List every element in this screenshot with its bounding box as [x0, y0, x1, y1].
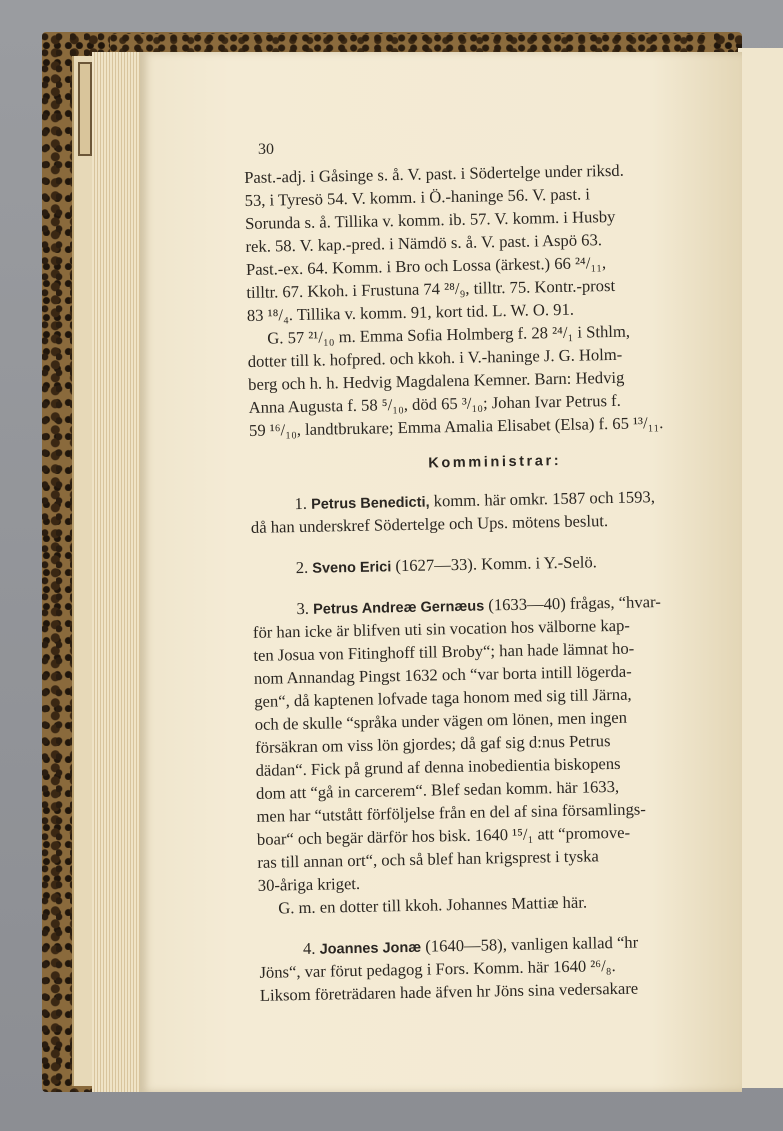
text-line: 59 ¹⁶/₁₀, landtbrukare; Emma Amalia Elisabet (Elsa) f. 65 ¹³/₁₁. — [248, 412, 664, 440]
text-line: dom att “gå in carcerem“. Blef sedan komm. här 1633, — [255, 776, 620, 803]
text-line: och de skulle “språka under vägen om lönen, men ingen — [254, 707, 628, 734]
text-line: ten Josua von Fitinghoff till Broby“; han hade lämnat ho- — [253, 638, 635, 665]
text-line: dotter till k. hofpred. och kkoh. i V.-haninge J. G. Holm- — [247, 344, 623, 371]
text-line: för han icke är blifven uti sin vocation hos välborne kap- — [252, 615, 631, 642]
entry-text: (1627—33). Komm. i Y.-Selö. — [391, 552, 598, 576]
entry-text: komm. här omkr. 1587 och 1593, — [429, 487, 656, 511]
text-line: Anna Augusta f. 58 ⁵/₁₀, död 65 ³/₁₀; Johan Ivar Petrus f. — [248, 390, 621, 417]
entry-name: Sveno Erici — [312, 559, 392, 577]
page-text — [244, 157, 750, 1007]
entry-text: (1633—40) frågas, “hvar- — [483, 592, 661, 615]
text-line: försäkran om viss lön gjordes; då gaf sig d:nus Petrus — [254, 731, 611, 757]
text-line: berg och h. h. Hedvig Magdalena Kemner. Barn: Hedvig — [248, 367, 625, 394]
section-heading: Komministrar: — [428, 452, 562, 472]
text-line: Past.-adj. i Gåsinge s. å. V. past. i Södertelge under riksd. — [244, 160, 624, 187]
entry-note: G. m. en dotter till kkoh. Johannes Mattiæ här. — [278, 892, 588, 918]
marbled-cover-top-edge — [110, 34, 710, 54]
spine-label — [78, 62, 92, 156]
entry-number: 1. — [294, 493, 308, 514]
text-line: 30-åriga kriget. — [257, 873, 361, 895]
family-paragraph — [247, 318, 739, 442]
text-line: 83 ¹⁸/₄. Tillika v. komm. 91, kort tid. L. W. O. 91. — [246, 299, 575, 325]
text-line: dädan“. Fick på grund af denna inobedientia biskopens — [255, 753, 621, 780]
text-line: G. 57 ²¹/₁₀ m. Emma Sofia Holmberg f. 28 ²⁴/₁ i Sthlm, — [267, 321, 631, 348]
text-line: tilltr. 67. Kkoh. i Frustuna 74 ²⁸/₉, tilltr. 75. Kontr.-prost — [246, 275, 616, 302]
text-line: Liksom företrädaren hade äfven hr Jöns sina vedersakare — [259, 978, 639, 1005]
text-line: boar“ och begär därför hos bisk. 1640 ¹⁵/₁ att “promove- — [256, 822, 631, 849]
intro-paragraph — [244, 157, 737, 327]
entry-name: Petrus Andreæ Gernæus — [312, 598, 485, 618]
text-line: Past.-ex. 64. Komm. i Bro och Lossa (ärkest.) 66 ²⁴/₁₁, — [245, 253, 607, 279]
text-line: nom Annandag Pingst 1632 och “var borta intill lögerda- — [253, 661, 632, 688]
text-line: ras till annan ort“, och så blef han krigsprest i tyska — [257, 846, 599, 872]
text-line: då han underskref Södertelge och Ups. mötens beslut. — [250, 511, 609, 537]
text-line: 53, i Tyresö 54. V. komm. i Ö.-haninge 56. V. past. i — [244, 184, 591, 210]
entry-name: Petrus Benedicti, — [310, 494, 430, 513]
text-line: gen“, då kaptenen lofvade taga honom med sig till Järna, — [254, 684, 632, 711]
entry-number: 2. — [295, 557, 309, 578]
text-line: men har “utstått förföljelse från en del af sina församlings- — [256, 799, 646, 826]
entry-4 — [259, 928, 750, 1006]
text-line: rek. 58. V. kap.-pred. i Nämdö s. å. V. past. i Aspö 63. — [245, 230, 603, 256]
entry-number: 4. — [302, 938, 316, 959]
entry-3 — [252, 589, 748, 920]
entry-text: (1640—58), vanligen kallad “hr — [420, 932, 639, 956]
text-line: Jöns“, var förut pedagog i Fors. Komm. här 1640 ²⁶/₈. — [259, 956, 616, 982]
entry-name: Joannes Jonæ — [319, 939, 422, 958]
text-line: Sorunda s. å. Tillika v. komm. ib. 57. V. komm. i Husby — [244, 206, 616, 233]
page-number: 30 — [258, 141, 274, 158]
entry-number: 3. — [296, 598, 310, 619]
